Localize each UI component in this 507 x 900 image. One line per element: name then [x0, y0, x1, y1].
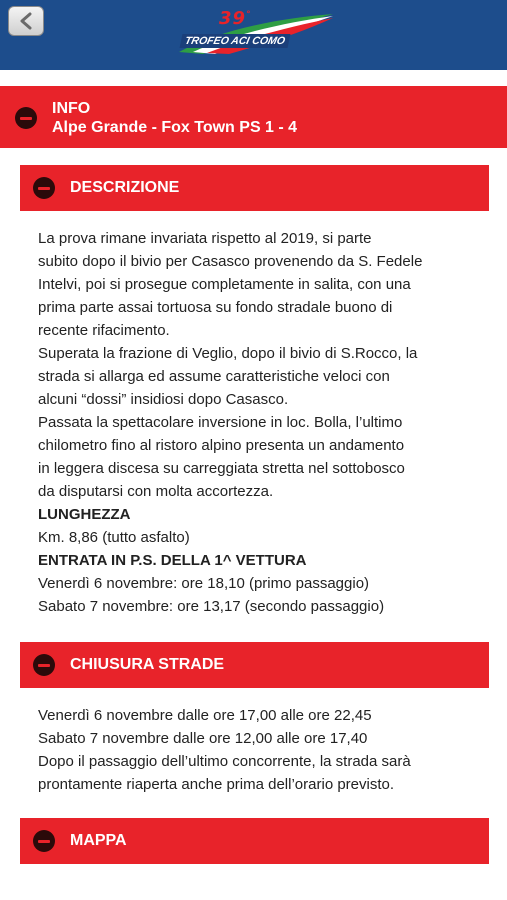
- entrata-label: ENTRATA IN P.S. DELLA 1^ VETTURA: [38, 552, 307, 569]
- section-title: CHIUSURA STRADE: [70, 656, 225, 673]
- collapse-icon[interactable]: [33, 830, 55, 852]
- logo-text: TROFEO ACI COMO: [180, 34, 291, 48]
- collapse-icon[interactable]: [15, 107, 37, 129]
- text-line: recente rifacimento.: [38, 322, 170, 339]
- text-line: alcuni “dossi” insidiosi dopo Casasco.: [38, 391, 289, 408]
- back-button[interactable]: [8, 6, 44, 36]
- logo-number: 39°: [219, 8, 252, 29]
- text-line: Superata la frazione di Veglio, dopo il bivio di S.Rocco, la: [38, 345, 418, 362]
- section-header-chiusura-strade[interactable]: [20, 642, 489, 688]
- text-line: prontamente riaperta anche prima dell’orario previsto.: [38, 776, 395, 793]
- text-line: subito dopo il bivio per Casasco provenendo da S. Fedele: [38, 253, 423, 270]
- chevron-left-icon: [18, 12, 34, 30]
- chiusura-content: [38, 704, 478, 796]
- descrizione-content: [38, 227, 478, 618]
- section-title: DESCRIZIONE: [70, 179, 180, 196]
- section-header-descrizione[interactable]: [20, 165, 489, 211]
- text-line: Sabato 7 novembre dalle ore 12,00 alle ore 17,40: [38, 730, 368, 747]
- text-line: chilometro fino al ristoro alpino presenta un andamento: [38, 437, 405, 454]
- text-line: Intelvi, poi si prosegue completamente in salita, con una: [38, 276, 411, 293]
- text-line: prima parte assai tortuosa su fondo stradale buono di: [38, 299, 393, 316]
- entrata-line: Sabato 7 novembre: ore 13,17 (secondo passaggio): [38, 598, 385, 615]
- top-bar: [0, 0, 507, 70]
- trofeo-aci-como-logo: [173, 8, 338, 60]
- stage-subtitle: Alpe Grande - Fox Town PS 1 - 4: [52, 119, 298, 136]
- text-line: strada si allarga ed assume caratteristiche veloci con: [38, 368, 390, 385]
- collapse-icon[interactable]: [33, 177, 55, 199]
- text-line: da disputarsi con molta accortezza.: [38, 483, 274, 500]
- collapse-icon[interactable]: [33, 654, 55, 676]
- text-line: in leggera discesa su carreggiata stretta nel sottobosco: [38, 460, 405, 477]
- text-line: Venerdì 6 novembre dalle ore 17,00 alle ore 22,45: [38, 707, 372, 724]
- lunghezza-label: LUNGHEZZA: [38, 506, 131, 523]
- text-line: Dopo il passaggio dell’ultimo concorrente, la strada sarà: [38, 753, 411, 770]
- section-title: MAPPA: [70, 832, 127, 849]
- lunghezza-value: Km. 8,86 (tutto asfalto): [38, 529, 190, 546]
- text-line: Passata la spettacolare inversione in loc. Bolla, l’ultimo: [38, 414, 403, 431]
- entrata-line: Venerdì 6 novembre: ore 18,10 (primo passaggio): [38, 575, 370, 592]
- text-line: La prova rimane invariata rispetto al 2019, si parte: [38, 230, 372, 247]
- info-label: INFO: [52, 100, 91, 117]
- section-header-mappa[interactable]: [20, 818, 489, 864]
